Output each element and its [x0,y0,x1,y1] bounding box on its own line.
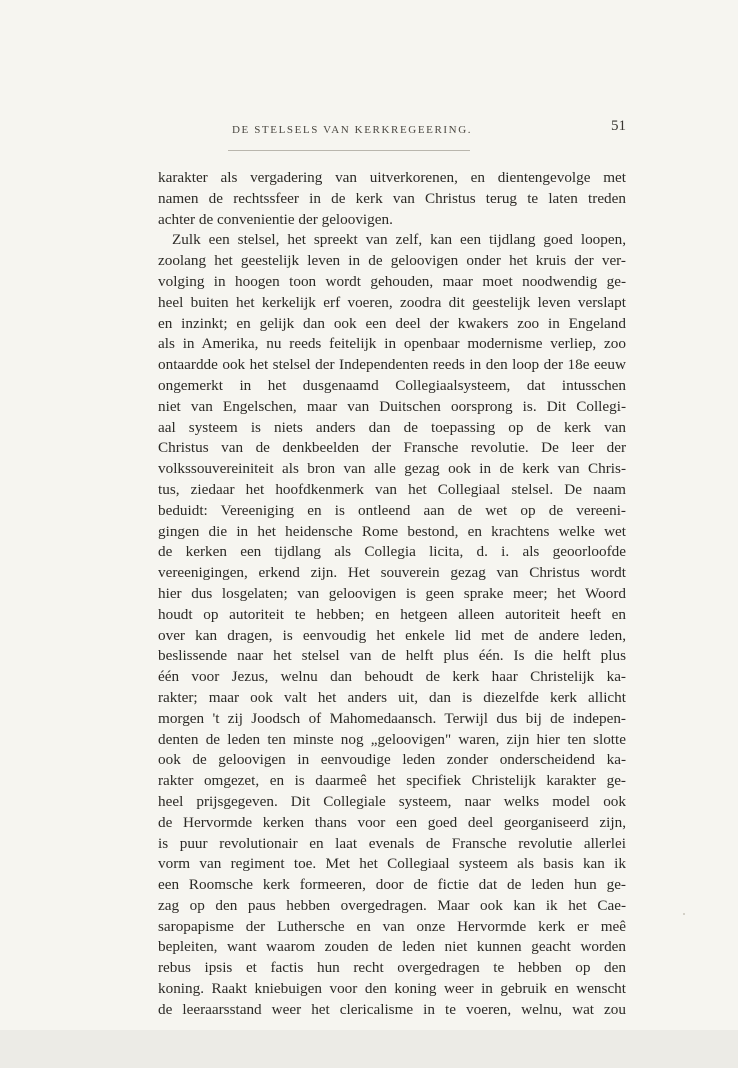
text-line: achter de convenientie der geloovigen. [158,210,393,228]
page-number: 51 [611,118,626,134]
text-line: rebus ipsis et factis hun recht overgedragen te hebben op den [158,959,626,977]
text-line: beduidt: Vereeniging en is ontleend aan de wet op de vereeni- [158,501,626,519]
text-line: namen de rechtssfeer in de kerk van Christus terug te laten treden [158,189,626,207]
text-line: rakter omgezet, en is daarmeê het specifiek Christelijk karakter ge- [158,772,626,790]
text-line: een Roomsche kerk formeeren, door de fictie dat de leden hun ge- [158,876,626,894]
text-line: beslissende naar het stelsel van de helft plus één. Is die helft plus [158,647,626,665]
text-line: hier dus losgelaten; van geloovigen is geen sprake meer; het Woord [158,584,626,602]
text-line: bepleiten, want waarom zouden de leden niet kunnen geacht worden [158,938,626,956]
text-line: ongemerkt in het dusgenaamd Collegiaalsysteem, dat intusschen [158,376,626,394]
text-line: aal systeem is niets anders dan de toepassing op de kerk van [158,418,626,436]
text-line: denten de leden ten minste nog „geloovigen" waren, zijn hier ten slotte [158,730,626,748]
text-line: vereenigingen, erkend zijn. Het souverein gezag van Christus wordt [158,564,626,582]
text-line: ook de geloovigen in eenvoudige leden zonder onderscheidend ka- [158,751,626,769]
text-line: heel prijsgegeven. Dit Collegiale systeem, naar welks model ook [158,792,626,810]
text-line: de kerken een tijdlang als Collegia licita, d. i. als geoorloofde [158,543,626,561]
running-title: DE STELSELS VAN KERKREGEERING. [232,124,473,136]
text-line: volkssouvereiniteit als bron van alle gezag ook in de kerk van Chris- [158,460,626,478]
text-line: tus, ziedaar het hoofdkenmerk van het Collegiaal stelsel. De naam [158,480,626,498]
text-line: de leeraarsstand weer het clericalisme in te voeren, welnu, wat zou [158,1000,626,1018]
text-line: rakter; maar ook valt het anders uit, dan is diezelfde kerk allicht [158,688,626,706]
text-line: zoolang het geestelijk leven in de geloovigen onder het kruis der ver- [158,252,626,270]
text-line: morgen 't zij Joodsch of Mahomedaansch. Terwijl dus bij de indepen- [158,709,626,727]
text-line: saropapisme der Luthersche en van onze Hervormde kerk er meê [158,917,626,935]
text-line: als in Amerika, nu reeds feitelijk in openbaar modernisme verliep, zoo [158,335,626,353]
paper-speck [683,913,685,915]
text-line: heel buiten het kerkelijk erf voeren, zoodra dit geestelijk leven verslapt [158,293,626,311]
text-line: volging in hoogen toon wordt gehouden, maar moet noodwendig ge- [158,272,626,290]
text-line: Zulk een stelsel, het spreekt van zelf, kan een tijdlang goed loopen, [172,231,626,249]
text-line: houdt op autoriteit te hebben; en hetgeen alleen autoriteit heeft en [158,605,626,623]
text-line: karakter als vergadering van uitverkorenen, en dientengevolge met [158,169,626,186]
text-line: over kan dragen, is eenvoudig het enkele lid met de andere leden, [158,626,626,644]
page-header [158,118,626,142]
text-line: de Hervormde kerken thans voor een goed deel georganiseerd zijn, [158,813,626,831]
body-text [158,168,626,1021]
text-line: Christus van de denkbeelden der Fransche revolutie. De leer der [158,439,626,457]
text-line: is puur revolutionair en laat evenals de Fransche revolutie allerlei [158,834,626,852]
text-line: en inzinkt; en gelijk dan ook een deel der kwakers zoo in Engeland [158,314,626,332]
text-line: ontaardde ook het stelsel der Independenten reeds in den loop der 18e eeuw [158,356,626,374]
text-line: vorm van regiment toe. Met het Collegiaal systeem als basis kan ik [158,855,626,873]
header-rule [228,150,470,151]
text-line: zag op den paus hebben overgedragen. Maar ook kan ik het Cae- [158,896,626,914]
text-line: gingen die in het heidensche Rome bestond, en krachtens welke wet [158,522,626,540]
text-line: koning. Raakt kniebuigen voor den koning weer in gebruik en wenscht [158,980,626,998]
text-line: één voor Jezus, welnu dan behoudt de kerk haar Christelijk ka- [158,668,626,686]
text-line: niet van Engelschen, maar van Duitschen oorsprong is. Dit Collegi- [158,397,626,415]
scan-bottom-band [0,1030,738,1068]
